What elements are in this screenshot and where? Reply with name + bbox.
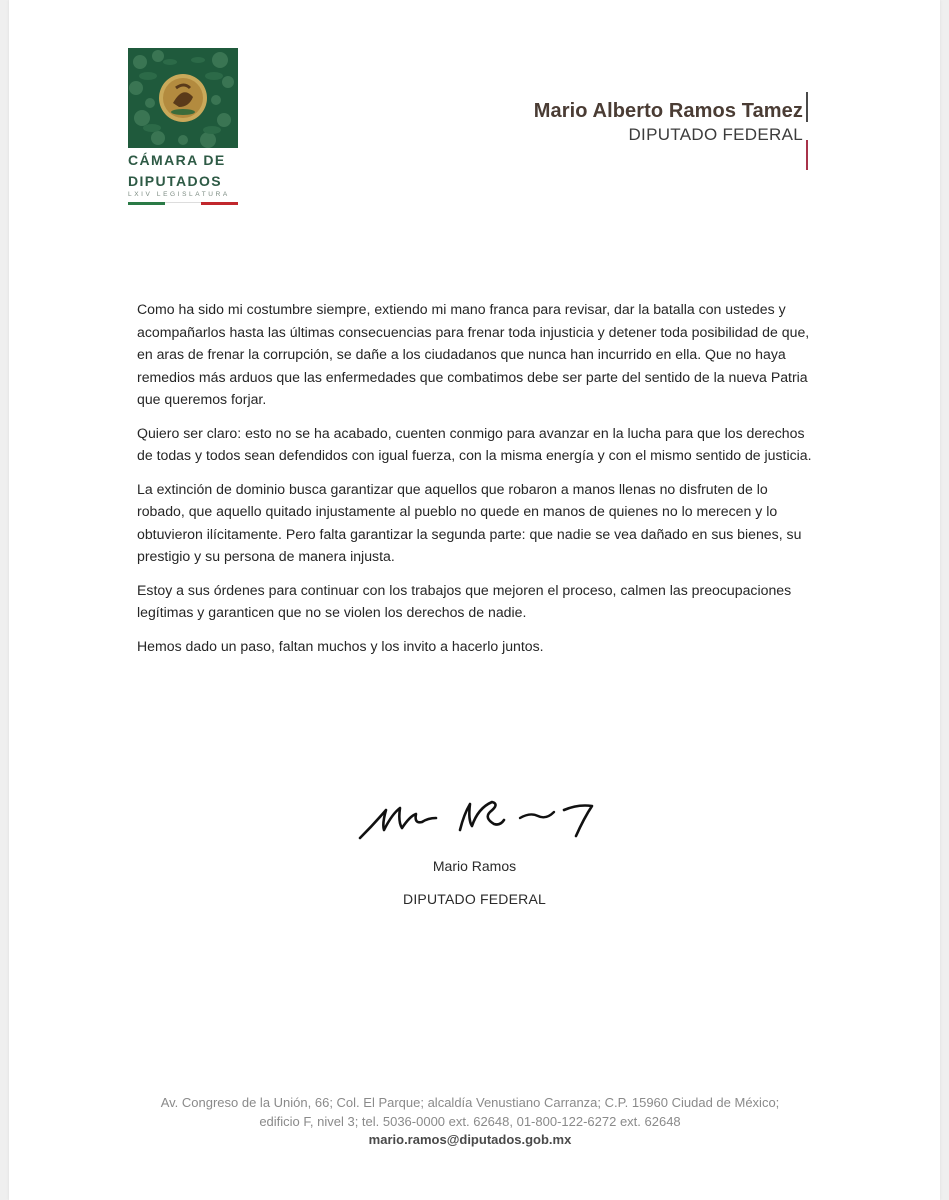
paragraph: La extinción de dominio busca garantizar que aquellos que robaron a manos llenas no disfruten de lo robado, que aquello quitado injustamente al pueblo no quede en manos de quienes no lo merecen y lo obtuvieron ilícitamente. Pero falta garantizar la segunda parte: que nadie se vea dañado en sus bienes, su prestigio y su persona de manera injusta. <box>137 480 802 564</box>
paragraph: Quiero ser claro: esto no se ha acabado, cuenten conmigo para avanzar en la lucha para que los derechos de todas y todos sean defendidos con igual fuerza, con la misma energía y con el mismo sentido de justicia. <box>137 424 812 463</box>
handwritten-signature <box>352 790 602 846</box>
logo-legislature: LXIV LEGISLATURA <box>128 191 230 198</box>
footer-email[interactable]: mario.ramos@diputados.gob.mx <box>368 1132 572 1147</box>
footer-line2: edificio F, nivel 3; tel. 5036-0000 ext. 62648, 01-800-122-6272 ext. 62648 <box>259 1113 681 1129</box>
paragraph: Como ha sido mi costumbre siempre, extiendo mi mano franca para revisar, dar la batalla con ustedes y acompañarlos hasta las últimas consecuencias para frenar toda injusticia y detener toda posibilidad de que, en aras de frenar la corrupción, se dañe a los ciudadanos que nunca han incurrido en ella. Que no haya remedios más arduos que las enfermedades que combatimos debe ser parte del sentido de la nueva Patria que queremos forjar. <box>137 301 810 407</box>
logo-title-line1: CÁMARA DE <box>128 152 226 168</box>
footer-line1: Av. Congreso de la Unión, 66; Col. El Parque; alcaldía Venustiano Carranza; C.P. 15960 Ciudad de México; <box>160 1095 780 1110</box>
coat-of-arms-icon <box>128 48 238 148</box>
header-divider-bottom <box>806 140 808 170</box>
footer-address <box>120 1094 820 1150</box>
paragraph: Estoy a sus órdenes para continuar con los trabajos que mejoren el proceso, calmen las preocupaciones legítimas y garanticen que no se violen los derechos de nadie. <box>137 581 792 620</box>
paragraph: Hemos dado un paso, faltan muchos y los invito a hacerlo juntos. <box>137 637 544 654</box>
signatory-name: Mario Ramos <box>432 858 517 874</box>
signatory-role: DIPUTADO FEDERAL <box>403 891 546 907</box>
letterhead <box>534 98 803 146</box>
letter-body <box>137 298 815 668</box>
camara-de-diputados-logo <box>128 48 250 205</box>
header-divider-top <box>806 92 808 122</box>
deputy-role: DIPUTADO FEDERAL <box>628 125 803 144</box>
deputy-name: Mario Alberto Ramos Tamez <box>533 100 803 122</box>
logo-title-line2: DIPUTADOS <box>128 173 223 189</box>
flag-stripe <box>128 202 238 205</box>
